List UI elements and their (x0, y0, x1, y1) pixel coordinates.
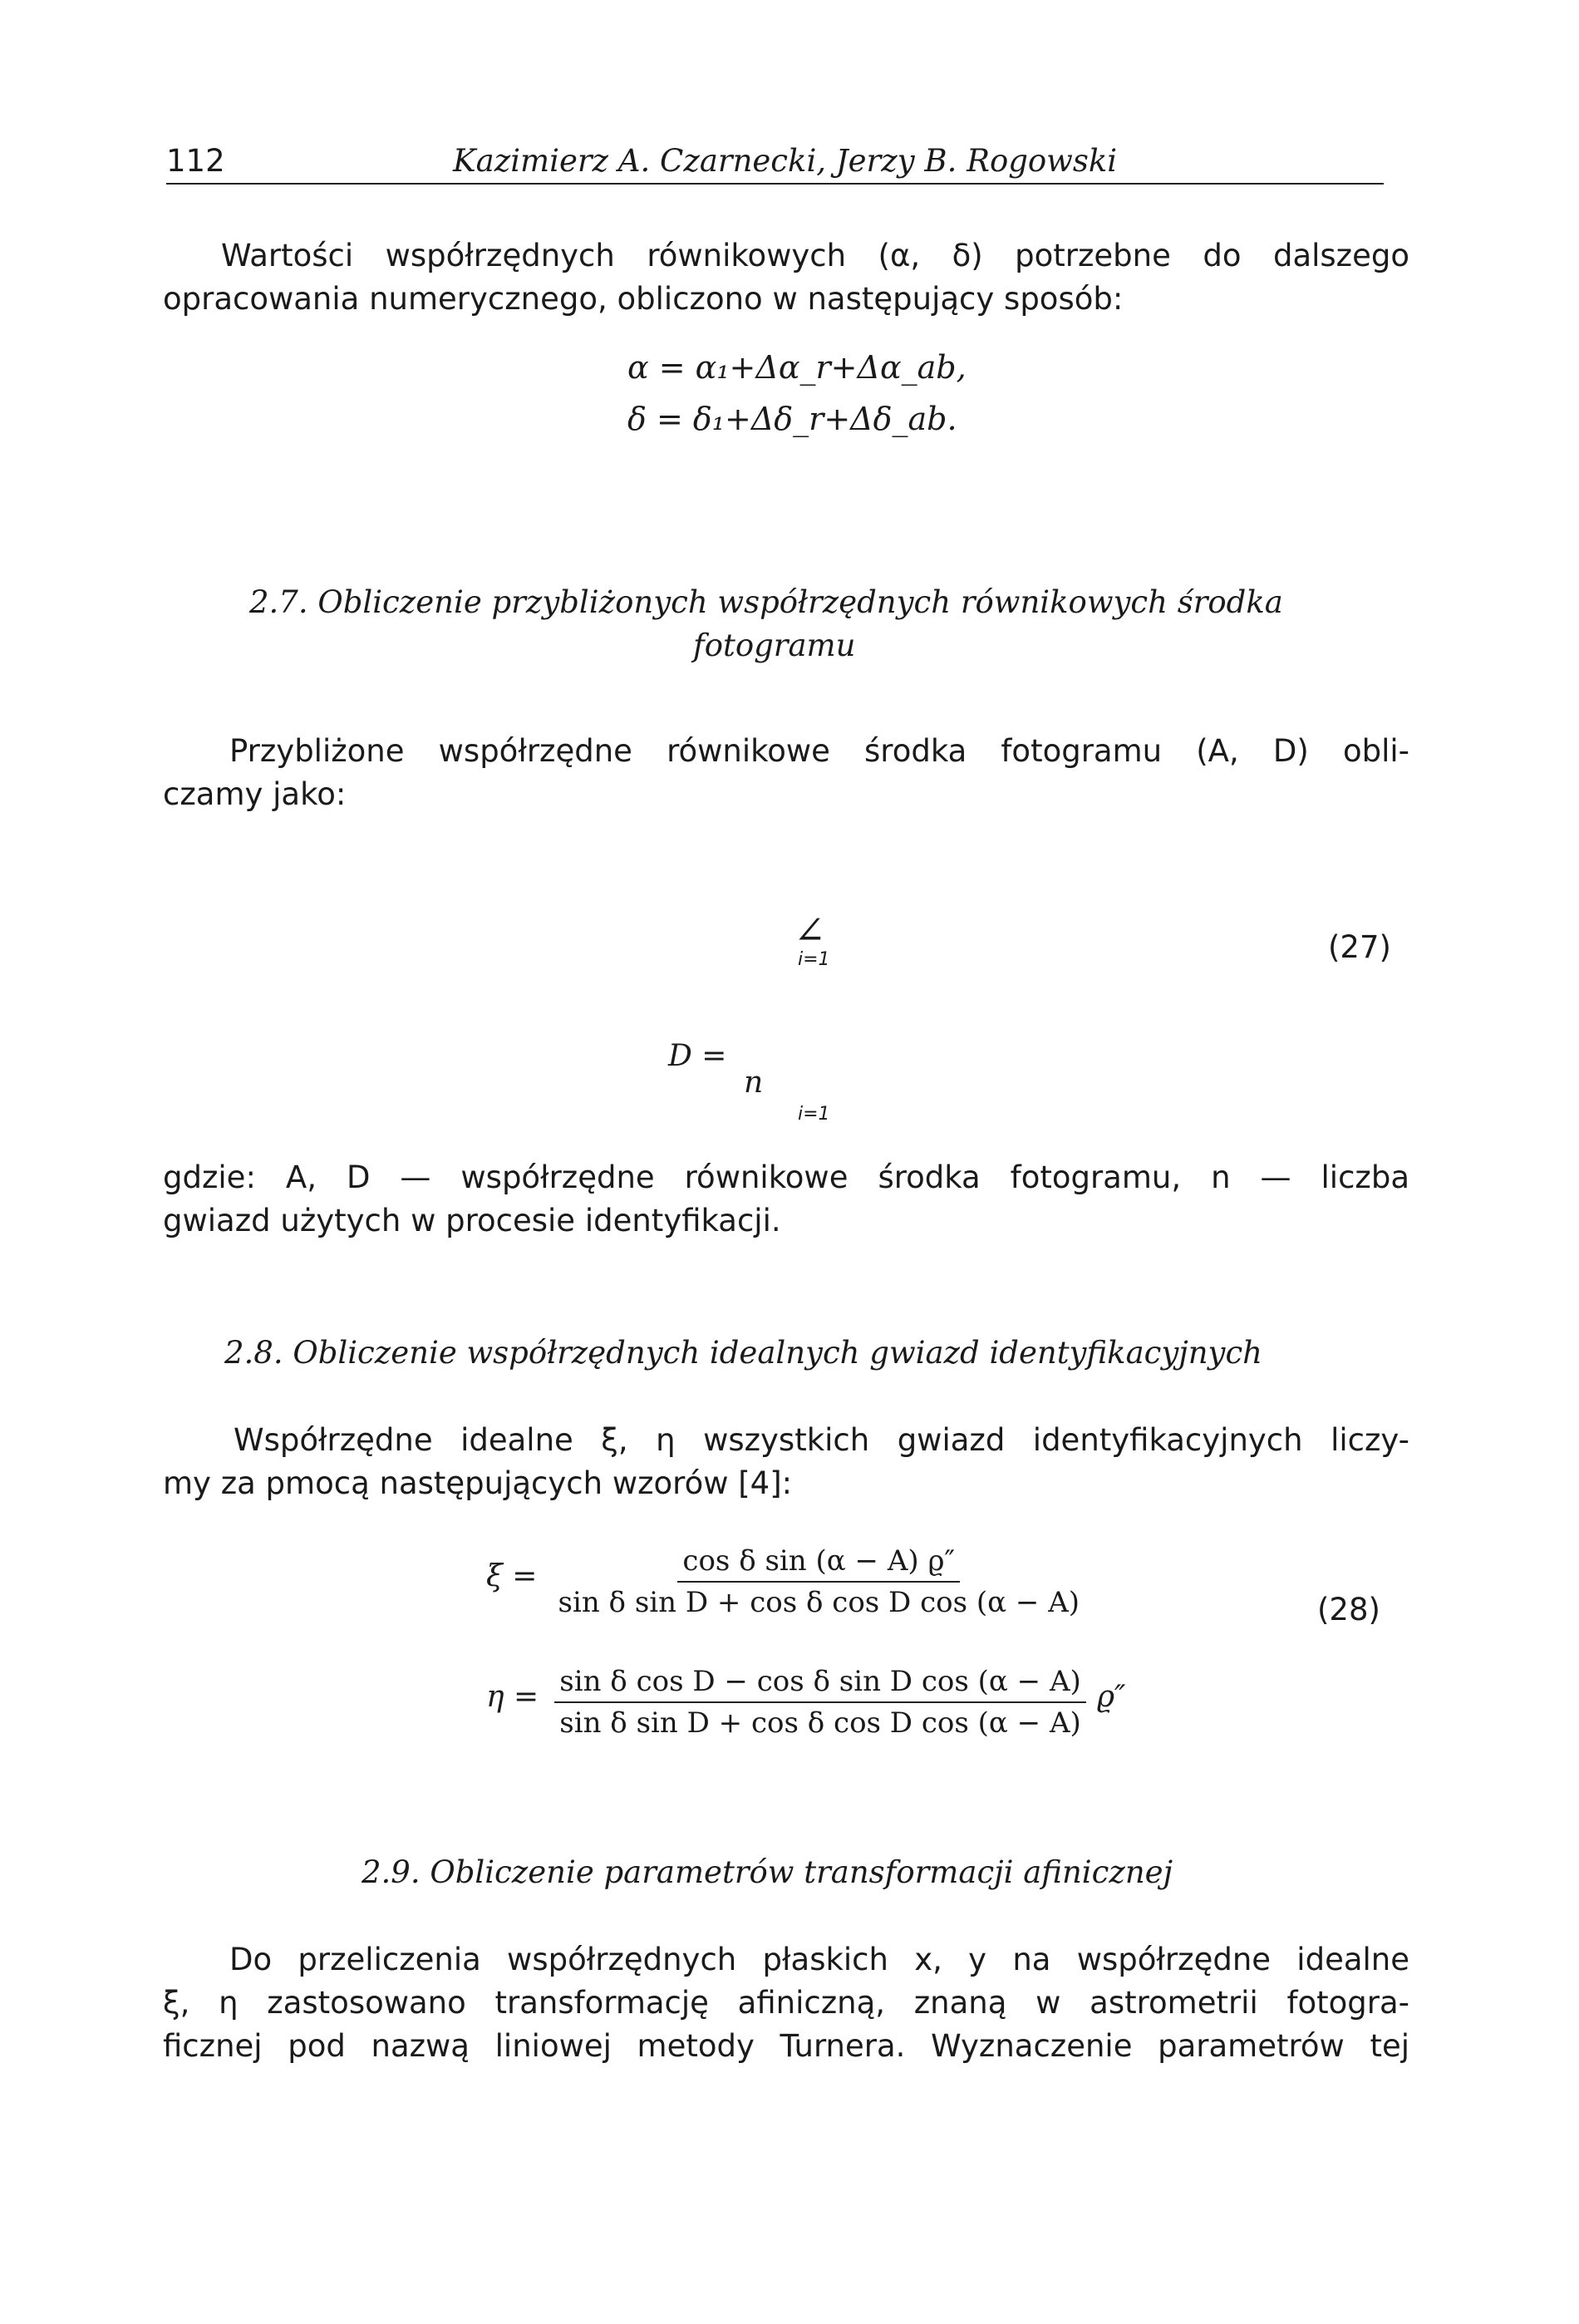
section-2-7-para-line-2: czamy jako: (163, 776, 347, 812)
xi-numerator: cos δ sin (α − A) ϱ″ (677, 1544, 960, 1583)
section-2-7-paragraph (163, 730, 1409, 816)
intro-line-2: opracowania numerycznego, obliczono w następujący sposób: (163, 281, 1124, 317)
xi-denominator: sin δ sin D + cos δ cos D cos (α − A) (558, 1586, 1080, 1619)
section-2-8-para-line-1: Współrzędne idealne ξ, η wszystkich gwiazd identyfikacyjnych liczy- (234, 1422, 1409, 1458)
eta-numerator: sin δ cos D − cos δ sin D cos (α − A) (554, 1665, 1086, 1703)
section-2-9-line-3: ficznej pod nazwą liniowej metody Turnera. Wyznaczenie parametrów tej (163, 2028, 1409, 2064)
xi-fraction (553, 1544, 1085, 1619)
intro-line-1: Wartości współrzędnych równikowych (α, δ) potrzebne do dalszego (221, 238, 1409, 273)
section-2-7-para-line-1: Przybliżone współrzędne równikowe środka fotogramu (A, D) obli- (229, 733, 1409, 769)
section-2-8-paragraph (163, 1419, 1409, 1505)
section-2-9-line-2: ξ, η zastosowano transformację afiniczną, znaną w astrometrii fotogra- (163, 1985, 1409, 2021)
eta-lhs: η = (486, 1679, 539, 1714)
page-number: 112 (166, 143, 225, 179)
section-2-9-paragraph (163, 1938, 1409, 2068)
section-2-7-title-line-2: fotogramu (693, 628, 856, 663)
where-line-1: gdzie: A, D — współrzędne równikowe środka fotogramu, n — liczba (163, 1160, 1409, 1195)
equation-27-denominator: n (744, 1066, 764, 1100)
intro-paragraph (163, 234, 1409, 321)
section-2-9-line-1: Do przeliczenia współrzędnych płaskich x, y na współrzędne idealne (229, 1942, 1409, 1977)
sum-index-top: i=1 (798, 949, 830, 970)
where-paragraph (163, 1156, 1409, 1243)
running-header-authors: Kazimierz A. Czarnecki, Jerzy B. Rogowski (453, 143, 1118, 179)
where-line-2: gwiazd użytych w procesie identyfikacji. (163, 1203, 781, 1238)
summation-sign: ∠ (794, 908, 826, 953)
section-2-9-title: 2.9. Obliczenie parametrów transformacji afinicznej (362, 1854, 1173, 1890)
equation-delta: δ = δ₁+Δδ_r+Δδ_ab. (627, 401, 957, 437)
eta-denominator: sin δ sin D + cos δ cos D cos (α − A) (559, 1706, 1081, 1740)
eta-fraction (554, 1665, 1086, 1740)
equation-28-number: (28) (1317, 1592, 1380, 1627)
section-2-7-title-line-1: 2.7. Obliczenie przybliżonych współrzędnych równikowych środka (249, 584, 1283, 620)
section-2-8-para-line-2: my za pmocą następujących wzorów [4]: (163, 1465, 793, 1501)
xi-lhs: ξ = (486, 1558, 538, 1593)
equation-alpha: α = α₁+Δα_r+Δα_ab, (627, 349, 967, 386)
sum-index-bottom: i=1 (798, 1104, 830, 1125)
eta-factor: ϱ″ (1096, 1679, 1126, 1714)
equation-27-lhs: D = (668, 1039, 727, 1073)
section-2-8-title: 2.8. Obliczenie współrzędnych idealnych gwiazd identyfikacyjnych (224, 1335, 1263, 1371)
equation-27-number: (27) (1328, 929, 1391, 965)
header-rule (166, 183, 1384, 185)
equation-eta (486, 1665, 1126, 1740)
equation-xi (486, 1544, 1085, 1619)
